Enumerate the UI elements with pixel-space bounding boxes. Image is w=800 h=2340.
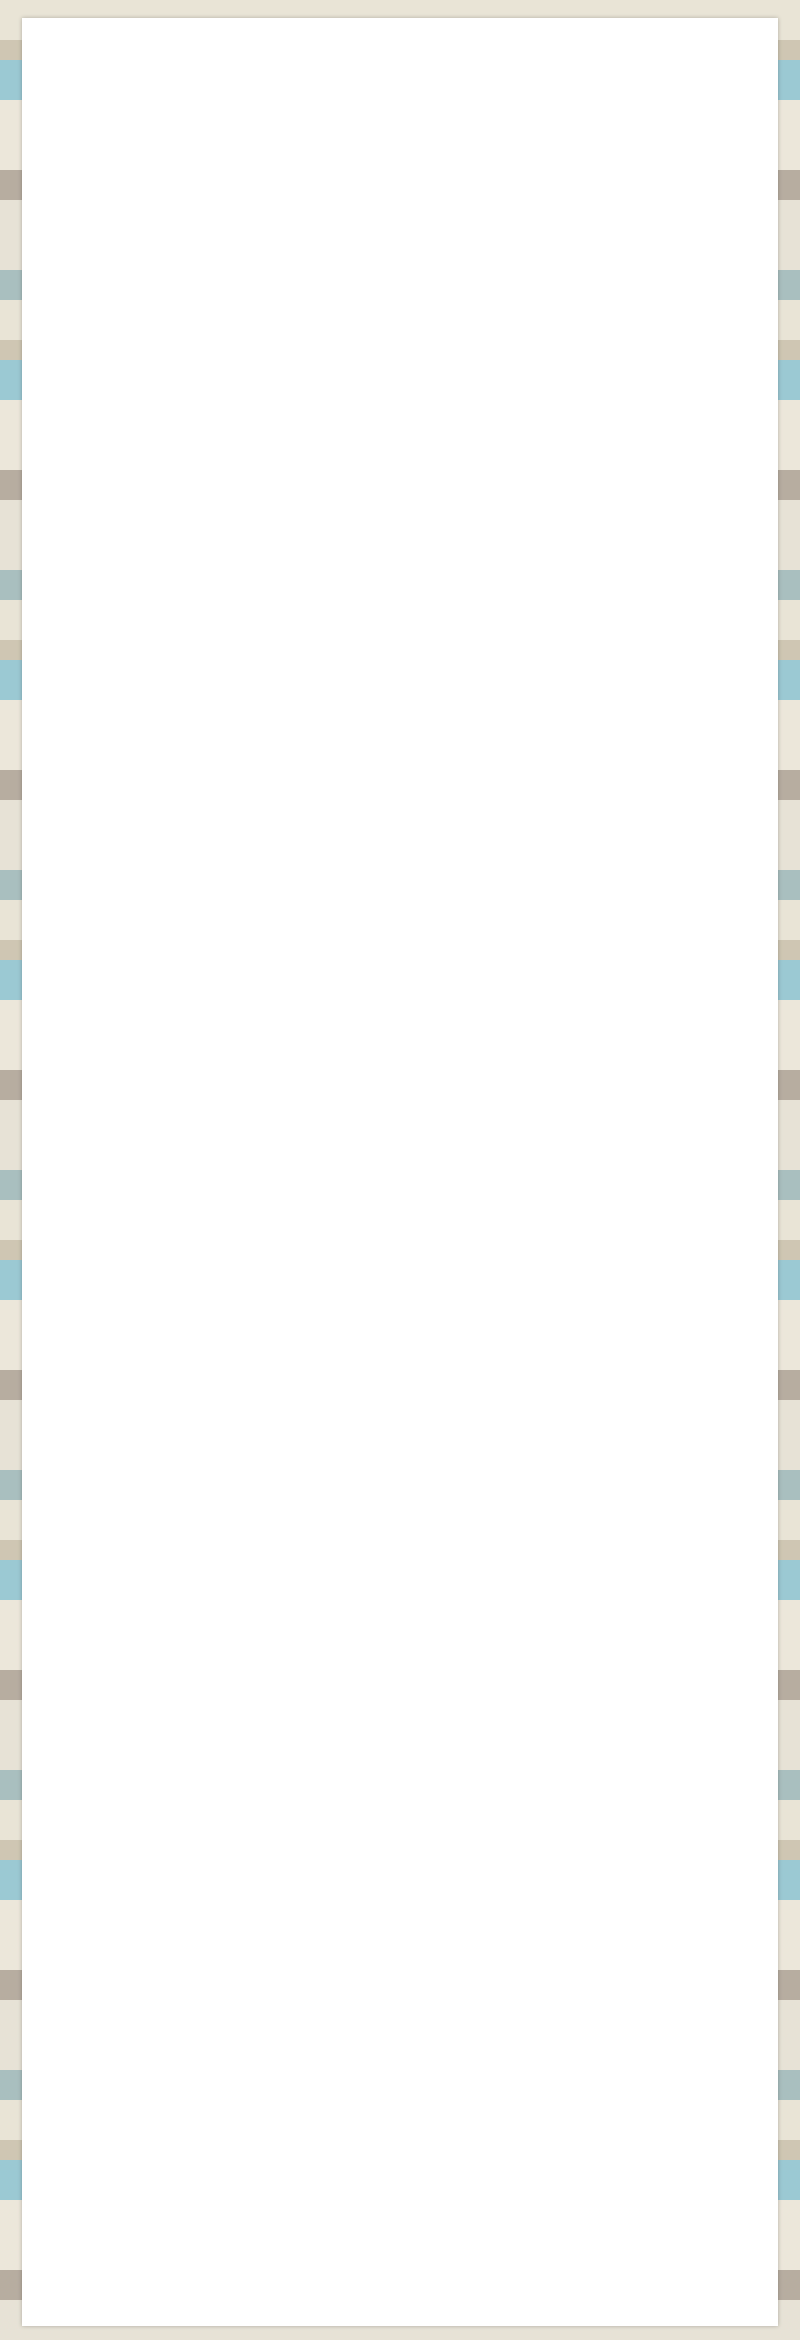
lyrics-page xyxy=(22,18,778,2326)
